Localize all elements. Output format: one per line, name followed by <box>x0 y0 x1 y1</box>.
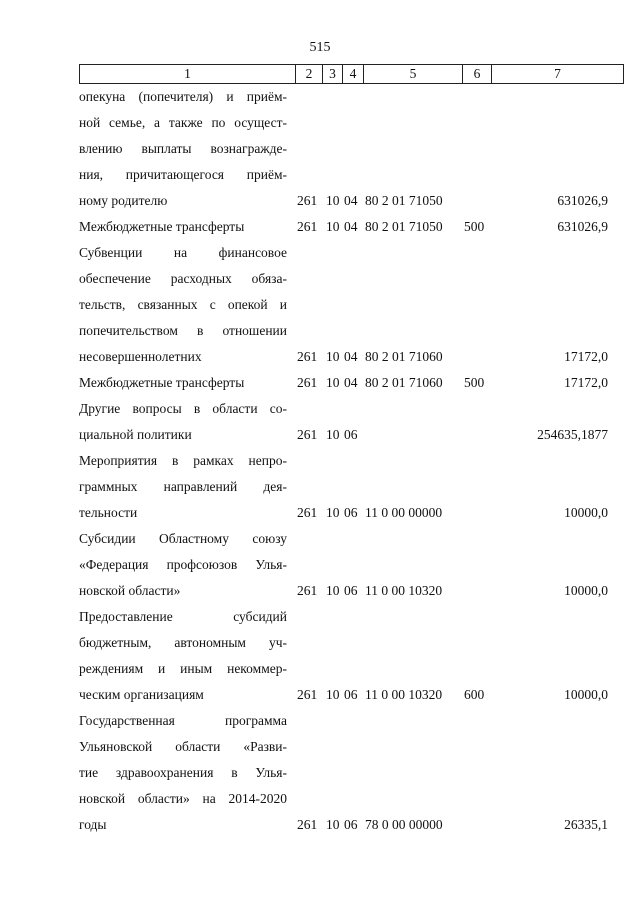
target-article-code: 80 2 01 71060 <box>365 349 443 364</box>
subsection-code: 06 <box>344 687 358 702</box>
target-article-code: 11 0 00 10320 <box>365 583 443 598</box>
subsection-code: 06 <box>344 583 358 598</box>
target-article-code: 80 2 01 71060 <box>365 375 443 390</box>
row-description <box>79 370 287 396</box>
description-line: тельности <box>79 505 138 520</box>
subsection-code: 04 <box>344 219 358 234</box>
table-row <box>0 396 640 448</box>
expense-type-code: 500 <box>464 375 485 390</box>
ministry-code: 261 <box>297 193 318 208</box>
section-code: 10 <box>326 219 340 234</box>
description-line: новской области» на 2014-2020 <box>79 791 287 806</box>
ministry-code: 261 <box>297 349 318 364</box>
description-line: Межбюджетные трансферты <box>79 219 245 234</box>
ministry-code: 261 <box>297 219 318 234</box>
header-col-7: 7 <box>554 66 561 81</box>
ministry-code: 261 <box>297 427 318 442</box>
description-line: ческим организациям <box>79 687 204 702</box>
header-col-6: 6 <box>463 65 492 83</box>
amount: 631026,9 <box>557 193 608 208</box>
target-article-code: 78 0 00 00000 <box>365 817 443 832</box>
target-article-code: 80 2 01 71050 <box>365 219 443 234</box>
description-line: обеспечение расходных обяза- <box>79 271 287 286</box>
description-line: тие здравоохранения в Улья- <box>79 765 287 780</box>
row-description <box>79 84 287 214</box>
description-line: реждениям и иным некоммер- <box>79 661 287 676</box>
ministry-code: 261 <box>297 505 318 520</box>
ministry-code: 261 <box>297 817 318 832</box>
amount: 10000,0 <box>564 583 608 598</box>
row-description <box>79 708 287 838</box>
ministry-code: 261 <box>297 583 318 598</box>
target-article-code: 80 2 01 71050 <box>365 193 443 208</box>
description-line: тельств, связанных с опекой и <box>79 297 287 312</box>
description-line: Предоставление субсидий <box>79 609 287 624</box>
description-line: Мероприятия в рамках непро- <box>79 453 287 468</box>
description-line: ния, причитающегося приём- <box>79 167 287 182</box>
ministry-code: 261 <box>297 375 318 390</box>
header-col-1: 1 <box>80 65 296 83</box>
table-row <box>0 526 640 604</box>
expense-type-code: 600 <box>464 687 485 702</box>
description-line: Государственная программа <box>79 713 287 728</box>
table-row <box>0 708 640 838</box>
description-line: влению выплаты вознагражде- <box>79 141 287 156</box>
amount: 10000,0 <box>564 687 608 702</box>
description-line: ному родителю <box>79 193 168 208</box>
row-description <box>79 604 287 708</box>
subsection-code: 06 <box>344 817 358 832</box>
header-col-2: 2 <box>296 65 323 83</box>
description-line: несовершеннолетних <box>79 349 202 364</box>
target-article-code: 11 0 00 00000 <box>365 505 443 520</box>
description-line: опекуна (попечителя) и приём- <box>79 89 287 104</box>
section-code: 10 <box>326 349 340 364</box>
section-code: 10 <box>326 817 340 832</box>
target-article-code: 11 0 00 10320 <box>365 687 443 702</box>
row-description <box>79 214 287 240</box>
row-description <box>79 240 287 370</box>
header-col-4: 4 <box>343 65 364 83</box>
description-line: годы <box>79 817 107 832</box>
table-header <box>79 64 624 84</box>
table-row <box>0 604 640 708</box>
description-line: Межбюджетные трансферты <box>79 375 245 390</box>
subsection-code: 06 <box>344 505 358 520</box>
description-line: Другие вопросы в области со- <box>79 401 287 416</box>
amount: 26335,1 <box>564 817 608 832</box>
description-line: попечительством в отношении <box>79 323 287 338</box>
description-line: бюджетным, автономным уч- <box>79 635 287 650</box>
page-number: 515 <box>309 40 331 55</box>
description-line: «Федерация профсоюзов Улья- <box>79 557 287 572</box>
row-description <box>79 448 287 526</box>
section-code: 10 <box>326 427 340 442</box>
amount: 254635,1877 <box>537 427 608 442</box>
subsection-code: 04 <box>344 375 358 390</box>
table-row <box>0 84 640 214</box>
description-line: циальной политики <box>79 427 192 442</box>
subsection-code: 04 <box>344 193 358 208</box>
description-line: ной семье, а также по осущест- <box>79 115 287 130</box>
subsection-code: 06 <box>344 427 358 442</box>
description-line: новской области» <box>79 583 181 598</box>
amount: 631026,9 <box>557 219 608 234</box>
section-code: 10 <box>326 583 340 598</box>
header-col-5: 5 <box>364 65 463 83</box>
subsection-code: 04 <box>344 349 358 364</box>
description-line: Ульяновской области «Разви- <box>79 739 287 754</box>
description-line: Субвенции на финансовое <box>79 245 287 260</box>
table-row <box>0 448 640 526</box>
table-row <box>0 370 640 396</box>
amount: 17172,0 <box>564 375 608 390</box>
section-code: 10 <box>326 193 340 208</box>
ministry-code: 261 <box>297 687 318 702</box>
table-row <box>0 240 640 370</box>
description-line: Субсидии Областному союзу <box>79 531 287 546</box>
section-code: 10 <box>326 687 340 702</box>
description-line: граммных направлений дея- <box>79 479 287 494</box>
amount: 17172,0 <box>564 349 608 364</box>
expense-type-code: 500 <box>464 219 485 234</box>
header-col-3: 3 <box>323 65 343 83</box>
row-description <box>79 526 287 604</box>
table-row <box>0 214 640 240</box>
section-code: 10 <box>326 505 340 520</box>
amount: 10000,0 <box>564 505 608 520</box>
section-code: 10 <box>326 375 340 390</box>
row-description <box>79 396 287 448</box>
